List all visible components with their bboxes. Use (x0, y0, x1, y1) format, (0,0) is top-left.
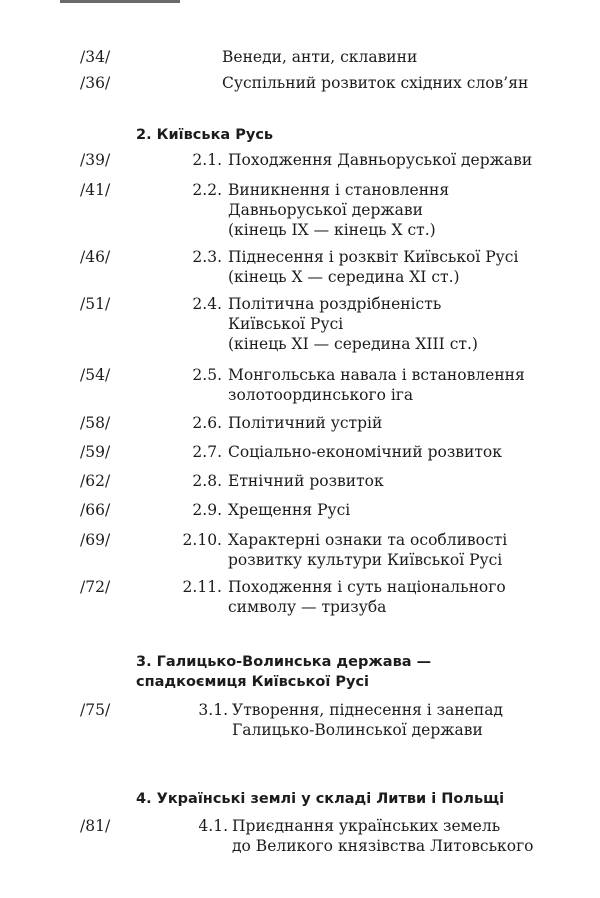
page-number: /81/ (80, 817, 111, 835)
entry-number: 2.4. (192, 295, 222, 313)
entry-number: 2.3. (192, 248, 222, 266)
entry-title: Соціально-економічний розвиток (228, 443, 502, 461)
entry-number: 2.11. (182, 578, 222, 596)
page-number: /41/ (80, 181, 111, 199)
entry-number: 2.5. (192, 366, 222, 384)
page-number: /34/ (80, 48, 111, 66)
entry-number: 2.9. (192, 501, 222, 519)
page-number: /69/ (80, 531, 111, 549)
entry-number: 2.7. (192, 443, 222, 461)
page-number: /46/ (80, 248, 111, 266)
entry-number: 2.1. (192, 151, 222, 169)
entry-title: Приєднання українських земель до Великого князівства Литовського (232, 817, 534, 855)
page-number: /36/ (80, 74, 111, 92)
entry-title: Етнічний розвиток (228, 472, 384, 490)
page-number: /75/ (80, 701, 111, 719)
entry-number: 2.6. (192, 414, 222, 432)
entry-number: 2.8. (192, 472, 222, 490)
page-number: /51/ (80, 295, 111, 313)
page-number: /39/ (80, 151, 111, 169)
entry-number: 3.1. (198, 701, 228, 719)
entry-title: Характерні ознаки та особливості розвитку культури Київської Русі (228, 531, 508, 569)
entry-title: Венеди, анти, склавини (222, 48, 418, 66)
top-edge-mark (60, 0, 180, 3)
entry-title: Хрещення Русі (228, 501, 351, 519)
section-heading: 3. Галицько-Волинська держава — спадкоємиця Київської Русі (136, 654, 432, 690)
page-number: /54/ (80, 366, 111, 384)
entry-number: 4.1. (198, 817, 228, 835)
section-heading: 4. Українські землі у складі Литви і Польщі (136, 791, 505, 807)
entry-title: Суспільний розвиток східних слов’ян (222, 74, 529, 92)
page-number: /66/ (80, 501, 111, 519)
entry-title: Політичний устрій (228, 414, 383, 432)
entry-title: Виникнення і становлення Давньоруської держави (кінець IX — кінець X ст.) (228, 181, 450, 239)
entry-title: Політична роздрібненість Київської Русі (кінець XI — середина XIII ст.) (228, 295, 478, 353)
section-heading: 2. Київська Русь (136, 127, 274, 143)
page-number: /62/ (80, 472, 111, 490)
page-number: /72/ (80, 578, 111, 596)
entry-title: Монгольська навала і встановлення золотоординського іга (228, 366, 525, 404)
entry-title: Походження Давньоруської держави (228, 151, 533, 169)
entry-title: Утворення, піднесення і занепад Галицько-Волинської держави (232, 701, 503, 739)
entry-title: Піднесення і розквіт Київської Русі (кінець X — середина XI ст.) (228, 248, 519, 286)
page-number: /59/ (80, 443, 111, 461)
entry-title: Походження і суть національного символу — тризуба (228, 578, 506, 616)
entry-number: 2.10. (182, 531, 222, 549)
page-number: /58/ (80, 414, 111, 432)
entry-number: 2.2. (192, 181, 222, 199)
